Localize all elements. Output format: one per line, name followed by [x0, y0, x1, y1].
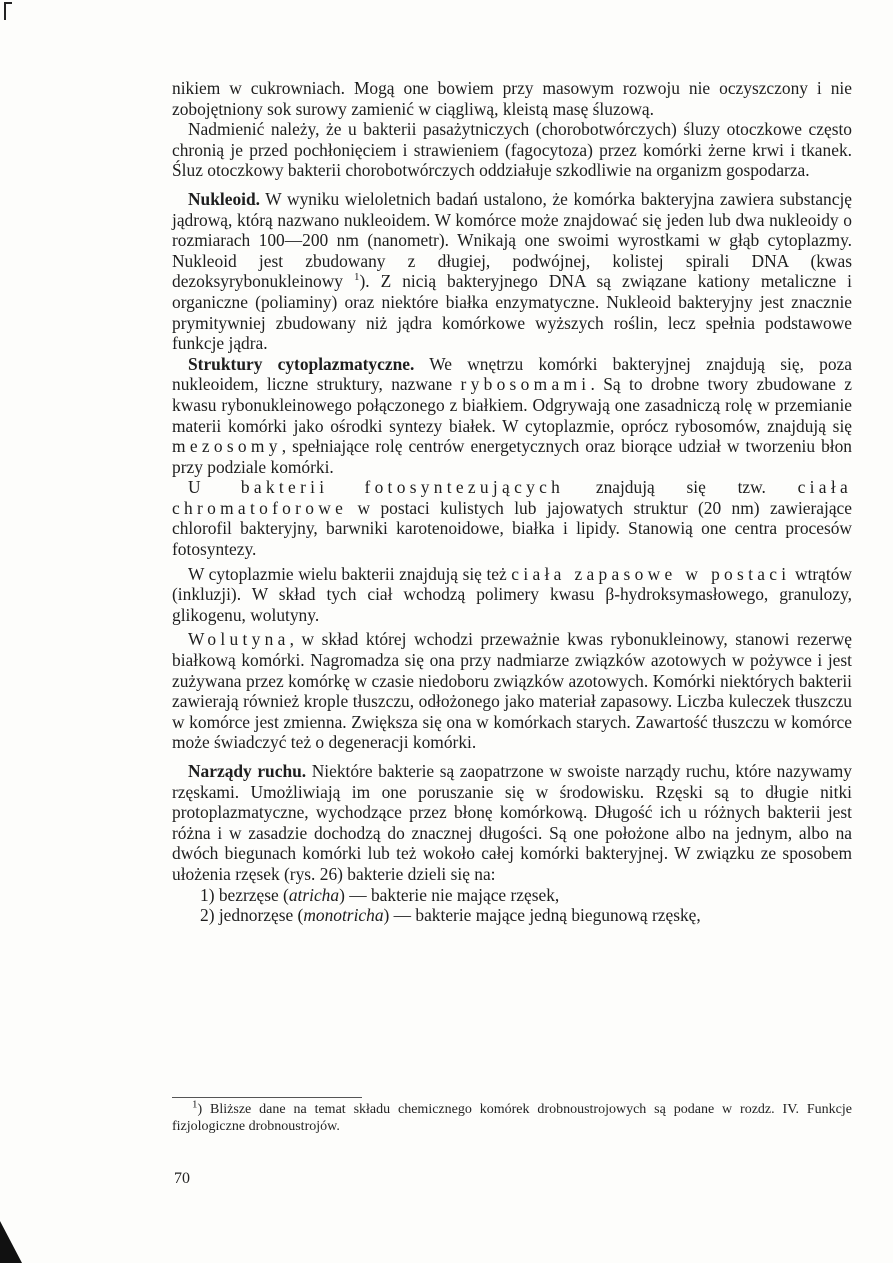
- text-run: . Są to drobne twory zbudowane z kwasu rybonukleinowego połączonego z białkiem. Odgrywają one zasadniczą rolę w przemianie materii komórki jako ośrodki syntezy białek. W cytoplazmie, oprócz rybosomów, znajdują się: [172, 374, 852, 436]
- section-heading: Nukleoid.: [188, 188, 260, 209]
- text-run: ). Z nicią bakteryjnego DNA są związane kationy metaliczne i organiczne (poliaminy) oraz niektóre białka enzymatyczne. Nukleoid bakteryjny jest znacznie prymitywniej zbudowany niż jądra komórkowe wyższych roślin, lecz spełnia podstawowe funkcje jądra.: [172, 271, 852, 354]
- text-run: wtrątów (inkluzji). W skład tych ciał wchodzą polimery kwasu β-hydroksymasłowego, granulozy, glikogenu, wolutyny.: [172, 563, 852, 625]
- paragraph: [172, 119, 852, 181]
- paragraph: [172, 189, 852, 354]
- text-run: w postaci kulistych lub jajowatych struktur (20 nm) zawierające chlorofil bakteryjny, barwniki karotenoidowe, białka i lipidy. Stanowią one centra procesów fotosyntezy.: [172, 497, 852, 560]
- text-run: nikiem w cukrowniach. Mogą one bowiem przy masowym rozwoju nie oczyszczony i nie zobojętniony sok surowy zamienić w ciągliwą, kleistą masę śluzową.: [172, 78, 852, 119]
- footnote: [172, 1098, 852, 1135]
- text-run: , spełniające rolę centrów energetycznych oraz biorące udział w tworzeniu błon przy podziale komórki.: [172, 436, 852, 477]
- paragraph: [172, 354, 852, 478]
- paragraph: [172, 761, 852, 885]
- main-text: [172, 78, 852, 926]
- footnote-text: [172, 1098, 852, 1135]
- section-heading: Struktury cytoplazmatyczne.: [188, 353, 415, 374]
- spaced-term: ciała zapasowe w postaci: [511, 563, 791, 584]
- footnote-body: ) Bliższe dane na temat składu chemicznego komórek drobnoustrojowych są podane w rozdz. IV. Funkcje fizjologiczne drobnoustrojów.: [172, 1102, 852, 1134]
- text-run: W cytoplazmie wielu bakterii znajdują się też: [188, 563, 512, 584]
- text-run: ) — bakterie mające jedną biegunową rzęskę,: [383, 905, 701, 926]
- footnote-ref: 1: [353, 271, 360, 284]
- text-run: Niektóre bakterie są zaopatrzone w swoiste narządy ruchu, które nazywamy rzęskami. Umożliwiają im one poruszanie się w środowisku. Rzęski są to długie nitki protoplazmatyczne, wychodzące przez błonę komórkową. Długość ich u różnych bakterii jest różna i w zasadzie dochodzą do znacznej długości. Są one położone albo na jednym, albo na dwóch biegunach komórki lub też wokoło całej komórki bakteryjnej. W związku ze sposobem ułożenia rzęsek (rys. 26) bakterie dzieli się na:: [172, 761, 853, 884]
- footnote-marker: 1: [192, 1098, 198, 1111]
- paragraph: [172, 78, 852, 119]
- latin-term: atricha: [288, 884, 340, 905]
- text-run: We wnętrzu komórki bakteryjnej znajdują się, poza nukleoidem, liczne struktury, nazwane: [172, 353, 852, 395]
- scan-corner-mark: [4, 2, 10, 20]
- paragraph: [172, 477, 852, 559]
- list-item: [172, 905, 852, 926]
- footnote-divider: [172, 1097, 362, 1098]
- text-run: W wyniku wieloletnich badań ustalono, że komórka bakteryjna zawiera substancję jądrową, którą nazwano nukleoidem. W komórce może znajdować się jeden lub dwa nukleoidy o rozmiarach 100—200 nm (nanometr). Wnikają one swoimi wyrostkami w głąb cytoplazmy. Nukleoid jest zbudowany z długiej, podwójnej, kolistej spirali DNA (kwas dezoksyrybonukleinowy: [172, 188, 852, 292]
- list-item: [172, 885, 852, 906]
- spaced-term: rybosomami: [460, 374, 591, 395]
- spaced-term: U bakterii fotosyntezujących: [188, 477, 565, 498]
- text-run: Nadmienić należy, że u bakterii pasażytniczych (chorobotwórczych) śluzy otoczkowe często chronią je przed pochłonięciem i strawieniem (fagocytoza) przez komórki żerne krwi i tkanek. Śluz otoczkowy bakterii chorobotwórczych oddziałuje szkodliwie na organizm gospodarza.: [172, 119, 852, 181]
- scan-shadow-mark: [0, 1221, 22, 1263]
- latin-term: monotricha: [303, 905, 384, 926]
- page-number: 70: [174, 1170, 190, 1187]
- text-run: ) — bakterie nie mające rzęsek,: [339, 884, 560, 905]
- text-run: 1) bezrzęse (: [200, 884, 289, 905]
- paragraph: [172, 564, 852, 626]
- spaced-term: Wolutyna: [188, 629, 290, 650]
- spaced-term: mezosomy: [172, 436, 282, 457]
- spaced-term: ciała chromatoforowe: [172, 477, 852, 518]
- paragraph: [172, 629, 852, 753]
- text-run: 2) jednorzęse (: [200, 905, 304, 926]
- text-run: znajdują się tzw.: [564, 477, 798, 498]
- text-run: , w skład której wchodzi przeważnie kwas rybonukleinowy, stanowi rezerwę białkową komórki. Nagromadza się ona przy nadmiarze związków azotowych w pożywce i jest zużywana przez komórkę w czasie niedoboru związków azotowych. Komórki niektórych bakterii zawierają również krople tłuszczu, odłożonego jako materiał zapasowy. Liczba kuleczek tłuszczu w komórce jest zmienna. Zwiększa się ona w komórkach starych. Zawartość tłuszczu w komórce może świadczyć też o degeneracji komórki.: [172, 629, 852, 753]
- section-heading: Narządy ruchu.: [188, 761, 307, 781]
